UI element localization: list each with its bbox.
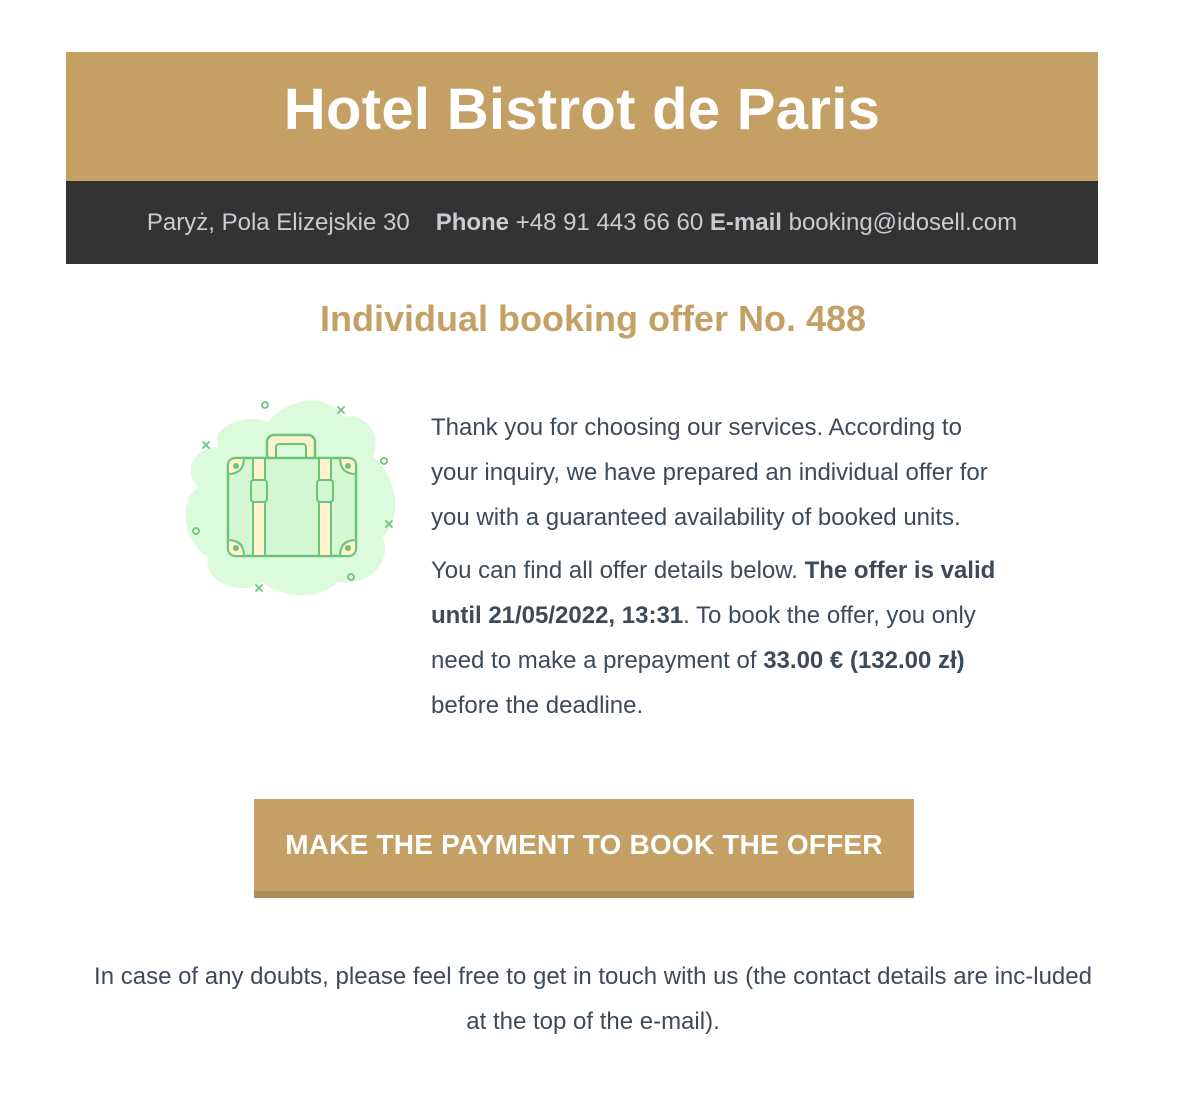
details-suffix: before the deadline.	[431, 692, 644, 719]
validity-date: The offer is valid until 21/05/2022, 13:31	[431, 557, 996, 629]
offer-title: Individual booking offer No. 488	[319, 298, 867, 339]
hotel-address: Paryż, Pola Elizejskie 30	[146, 208, 410, 236]
contact-bar	[66, 181, 1098, 264]
intro-paragraph: Thank you for choosing our services. According to your inquiry, we have prepared an individual offer for you with a guaranteed availability of booked units.	[431, 414, 988, 531]
details-paragraph	[431, 548, 1001, 728]
offer-description	[431, 405, 1001, 736]
phone-link[interactable]: +48 91 443 66 60	[515, 208, 704, 236]
details-middle: . To book the offer, you only need to make a prepayment of	[431, 602, 976, 674]
email-label: E-mail	[709, 208, 782, 236]
prepayment-amount: 33.00 € (132.00 zł)	[763, 647, 965, 674]
email-link[interactable]: booking@idosell.com	[788, 208, 1018, 236]
make-payment-button[interactable]: MAKE THE PAYMENT TO BOOK THE OFFER	[254, 799, 914, 898]
hotel-name: Hotel Bistrot de Paris	[283, 77, 881, 142]
suitcase-icon	[178, 392, 408, 602]
phone-label: Phone	[435, 208, 510, 236]
details-prefix: You can find all offer details below.	[431, 557, 805, 584]
footer-note: In case of any doubts, please feel free to get in touch with us (the contact details are inc-luded at the top of the e-mail).	[94, 963, 1092, 1035]
hotel-header	[66, 52, 1098, 181]
